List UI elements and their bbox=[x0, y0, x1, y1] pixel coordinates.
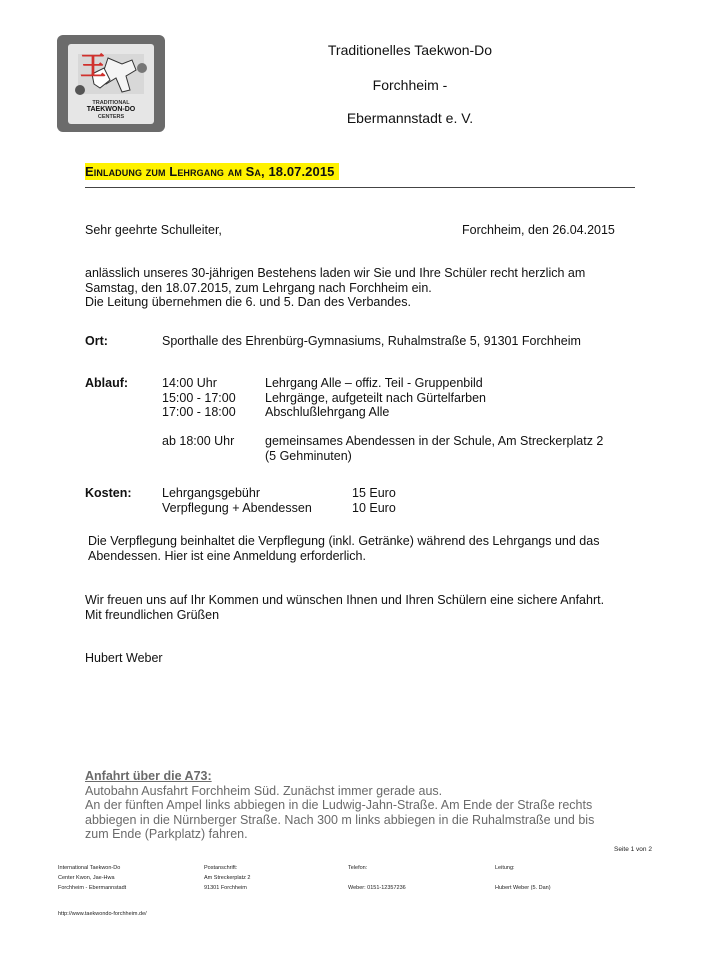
anfahrt-line: Autobahn Ausfahrt Forchheim Süd. Zunächst immer gerade aus. bbox=[85, 783, 443, 798]
schedule-text: Lehrgang Alle – offiz. Teil - Gruppenbild bbox=[265, 376, 483, 390]
kosten-label: Kosten: bbox=[85, 486, 132, 500]
logo-glyph: 王 bbox=[80, 52, 107, 82]
verpflegung-paragraph bbox=[88, 534, 599, 563]
ablauf-label: Ablauf: bbox=[85, 376, 129, 390]
cost-item-name: Verpflegung + Abendessen bbox=[162, 500, 312, 515]
ort-label: Ort: bbox=[85, 334, 108, 348]
anfahrt-line: abbiegen in die Nürnberger Straße. Nach 300 m links abbiegen in die Ruhalmstraße und bis bbox=[85, 812, 595, 827]
footer-text: Leitung: bbox=[495, 865, 515, 871]
dinner-text bbox=[265, 434, 603, 463]
schedule-time: 15:00 - 17:00 bbox=[162, 390, 236, 405]
footer-text: International Taekwon-Do bbox=[58, 865, 121, 871]
schedule-time: 17:00 - 18:00 bbox=[162, 405, 236, 419]
footer-text: Weber: 0151-12357236 bbox=[348, 885, 406, 891]
verpflegung-line: Die Verpflegung beinhaltet die Verpflegung (inkl. Getränke) während des Lehrgangs und das bbox=[88, 534, 600, 548]
footer-text: Center Kwon, Jae-Hwa bbox=[58, 875, 115, 881]
footer-col-organisation bbox=[58, 863, 126, 893]
schedule-text: Lehrgänge, aufgeteilt nach Gürtelfarben bbox=[265, 390, 486, 405]
header-text: Forchheim - bbox=[372, 77, 448, 93]
anfahrt-line: zum Ende (Parkplatz) fahren. bbox=[85, 827, 248, 841]
closing-paragraph bbox=[85, 593, 604, 622]
signature: Hubert Weber bbox=[85, 651, 163, 665]
schedule-time: 14:00 Uhr bbox=[162, 376, 217, 390]
logo-text-line: TAEKWON-DO bbox=[86, 106, 136, 113]
verpflegung-line: Abendessen. Hier ist eine Anmeldung erforderlich. bbox=[88, 548, 366, 563]
intro-paragraph bbox=[85, 266, 585, 310]
footer-text: Am Streckerplatz 2 bbox=[204, 875, 251, 881]
header-line-3 bbox=[0, 110, 720, 126]
logo-text-line: CENTERS bbox=[97, 114, 125, 120]
dinner-line: gemeinsames Abendessen in der Schule, Am Streckerplatz 2 bbox=[265, 434, 604, 448]
anfahrt-heading: Anfahrt über die A73: bbox=[85, 769, 212, 783]
ort-value: Sporthalle des Ehrenbürg-Gymnasiums, Ruhalmstraße 5, 91301 Forchheim bbox=[162, 334, 581, 348]
kosten-prices bbox=[352, 486, 396, 515]
header-line-2 bbox=[0, 77, 720, 93]
footer-text: Postanschrift: bbox=[204, 865, 238, 871]
logo-text-line: TRADITIONAL bbox=[92, 100, 130, 106]
footer-col-leitung bbox=[495, 863, 551, 893]
salutation: Sehr geehrte Schulleiter, bbox=[85, 223, 222, 237]
place-date: Forchheim, den 26.04.2015 bbox=[462, 223, 615, 237]
anfahrt-section bbox=[85, 769, 594, 842]
ablauf-times bbox=[162, 376, 236, 420]
intro-line: Samstag, den 18.07.2015, zum Lehrgang nach Forchheim ein. bbox=[85, 280, 432, 295]
cost-item-price: 10 Euro bbox=[352, 500, 396, 515]
schedule-text: Abschlußlehrgang Alle bbox=[265, 405, 390, 419]
header-text: Traditionelles Taekwon-Do bbox=[327, 42, 493, 58]
footer-text: Forchheim - Ebermannstadt bbox=[58, 885, 127, 891]
closing-line: Wir freuen uns auf Ihr Kommen und wünschen Ihnen und Ihren Schülern eine sichere Anfahrt. bbox=[85, 593, 605, 607]
kosten-names bbox=[162, 486, 312, 515]
footer-text bbox=[348, 873, 406, 883]
footer-text: Telefon: bbox=[348, 865, 368, 871]
ablauf-texts bbox=[265, 376, 486, 420]
footer-text: 91301 Forchheim bbox=[204, 885, 247, 891]
intro-line: Die Leitung übernehmen die 6. und 5. Dan des Verbandes. bbox=[85, 295, 411, 309]
header-line-1 bbox=[0, 42, 720, 58]
intro-line: anlässlich unseres 30-jährigen Bestehens laden wir Sie und Ihre Schüler recht herzlich am bbox=[85, 266, 586, 280]
title-divider bbox=[85, 187, 635, 188]
dinner-line: (5 Gehminuten) bbox=[265, 448, 352, 463]
header-text: Ebermannstadt e. V. bbox=[346, 110, 474, 126]
footer-col-address bbox=[204, 863, 250, 893]
dinner-time: ab 18:00 Uhr bbox=[162, 434, 235, 448]
anfahrt-line: An der fünften Ampel links abbiegen in die Ludwig-Jahn-Straße. Am Ende der Straße rechts bbox=[85, 798, 593, 812]
page-number: Seite 1 von 2 bbox=[614, 846, 652, 853]
document-title: Einladung zum Lehrgang am Sa, 18.07.2015 bbox=[85, 163, 339, 180]
footer-col-phone bbox=[348, 863, 406, 893]
footer-text: Hubert Weber (5. Dan) bbox=[495, 885, 551, 891]
cost-item-price: 15 Euro bbox=[352, 486, 396, 500]
footer-text bbox=[495, 873, 551, 883]
footer-url[interactable]: http://www.taekwondo-forchheim.de/ bbox=[58, 911, 147, 917]
closing-line: Mit freundlichen Grüßen bbox=[85, 607, 220, 622]
cost-item-name: Lehrgangsgebühr bbox=[162, 486, 260, 500]
